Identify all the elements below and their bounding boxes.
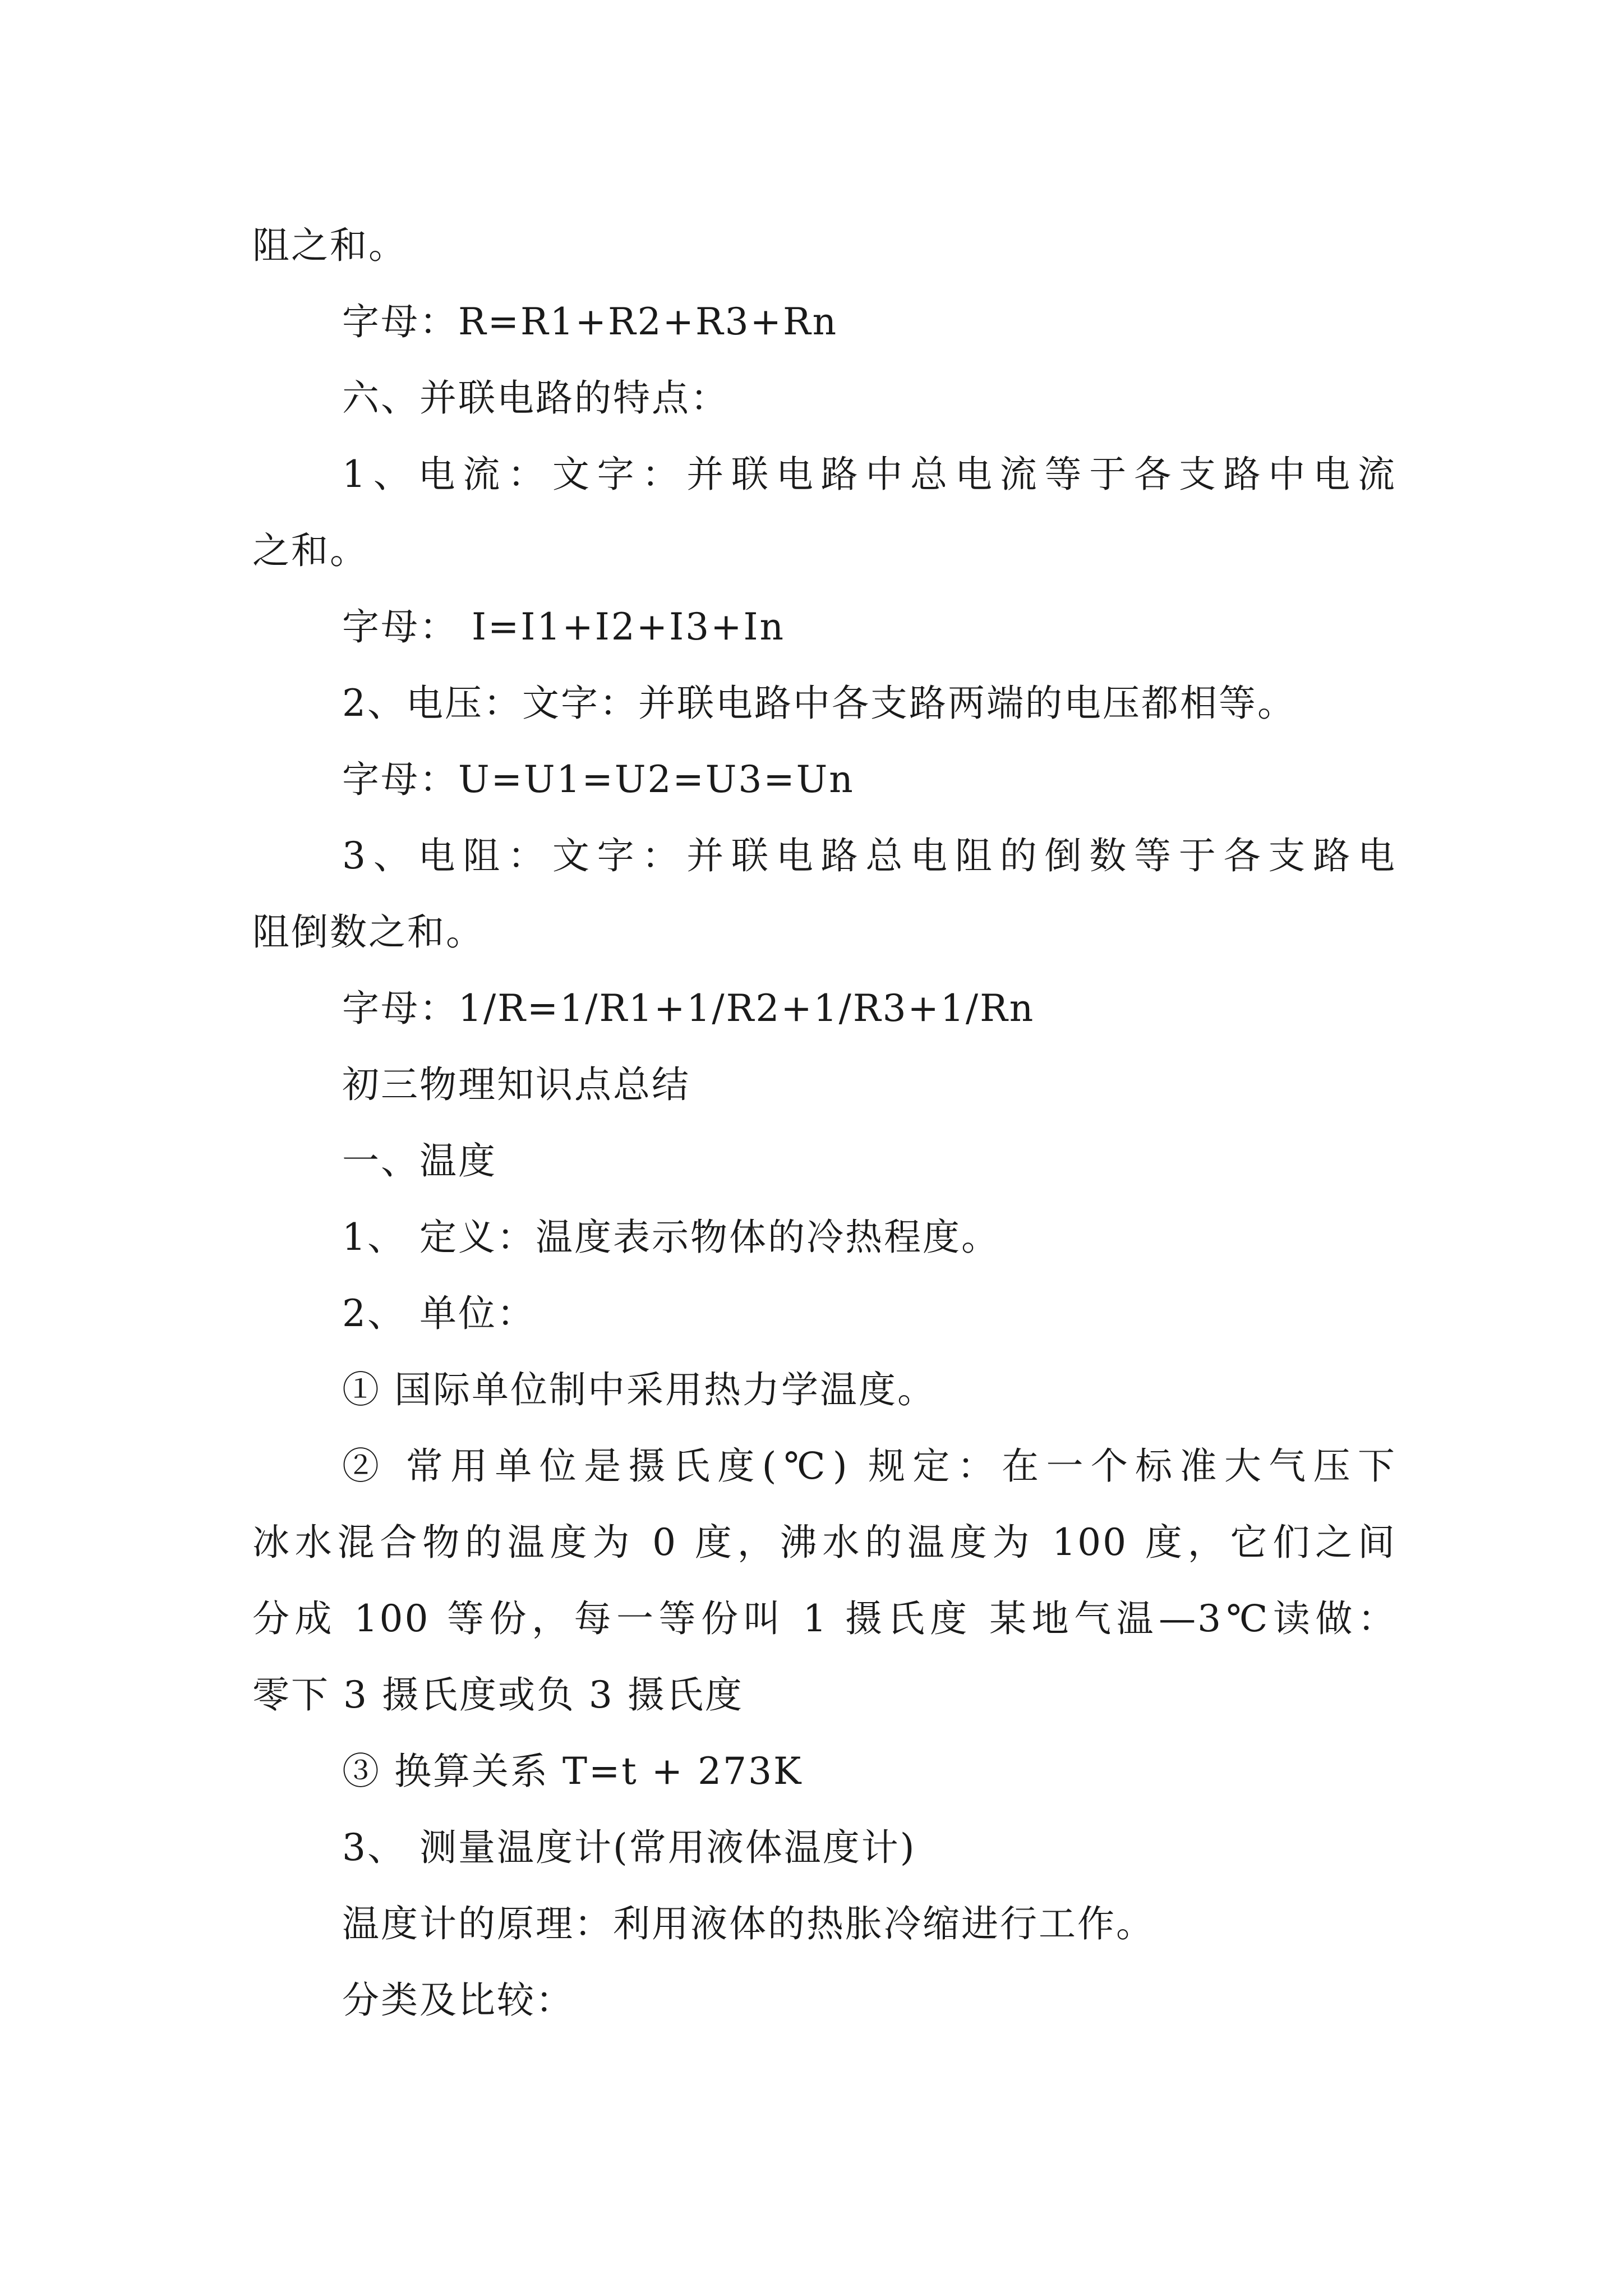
text-line: 3、电阻：文字：并联电路总电阻的倒数等于各支路电: [342, 834, 1396, 877]
section-heading: 初三物理知识点总结: [342, 1063, 690, 1106]
text-line: 1、 定义：温度表示物体的冷热程度。: [342, 1216, 1000, 1259]
document-body: [252, 208, 1396, 2039]
text-line: 冰水混合物的温度为 0 度，沸水的温度为 100 度，它们之间: [252, 1521, 1396, 1564]
text-line: 分成 100 等份，每一等份叫 1 摄氏度 某地气温—3℃读做：: [252, 1597, 1396, 1640]
text-line: 字母：1/R=1/R1+1/R2+1/R3+1/Rn: [342, 987, 1035, 1030]
text-line: 分类及比较：: [342, 1978, 574, 2022]
text-line: 3、 测量温度计(常用液体温度计): [342, 1826, 916, 1869]
text-line: ③ 换算关系 T=t + 273K: [342, 1750, 803, 1793]
text-line: 2、电压：文字：并联电路中各支路两端的电压都相等。: [342, 682, 1296, 725]
text-line: 字母：U=U1=U2=U3=Un: [342, 758, 855, 801]
text-line: 字母： I=I1+I2+I3+In: [342, 605, 786, 648]
text-line: 温度计的原理：利用液体的热胀冷缩进行工作。: [342, 1902, 1155, 1945]
section-heading: 一、温度: [342, 1139, 497, 1182]
text-line: ② 常用单位是摄氏度(℃) 规定：在一个标准大气压下: [342, 1444, 1396, 1488]
text-line: 之和。: [252, 529, 368, 572]
text-line: 1、电流：文字：并联电路中总电流等于各支路中电流: [342, 453, 1396, 496]
text-line: ① 国际单位制中采用热力学温度。: [342, 1368, 936, 1411]
text-line: 字母：R=R1+R2+R3+Rn: [342, 300, 838, 343]
text-line: 零下 3 摄氏度或负 3 摄氏度: [252, 1673, 744, 1717]
text-line: 阻倒数之和。: [252, 910, 485, 954]
section-heading: 六、并联电路的特点：: [342, 376, 729, 420]
text-line: 2、 单位：: [342, 1292, 536, 1335]
text-line: 阻之和。: [252, 224, 407, 267]
